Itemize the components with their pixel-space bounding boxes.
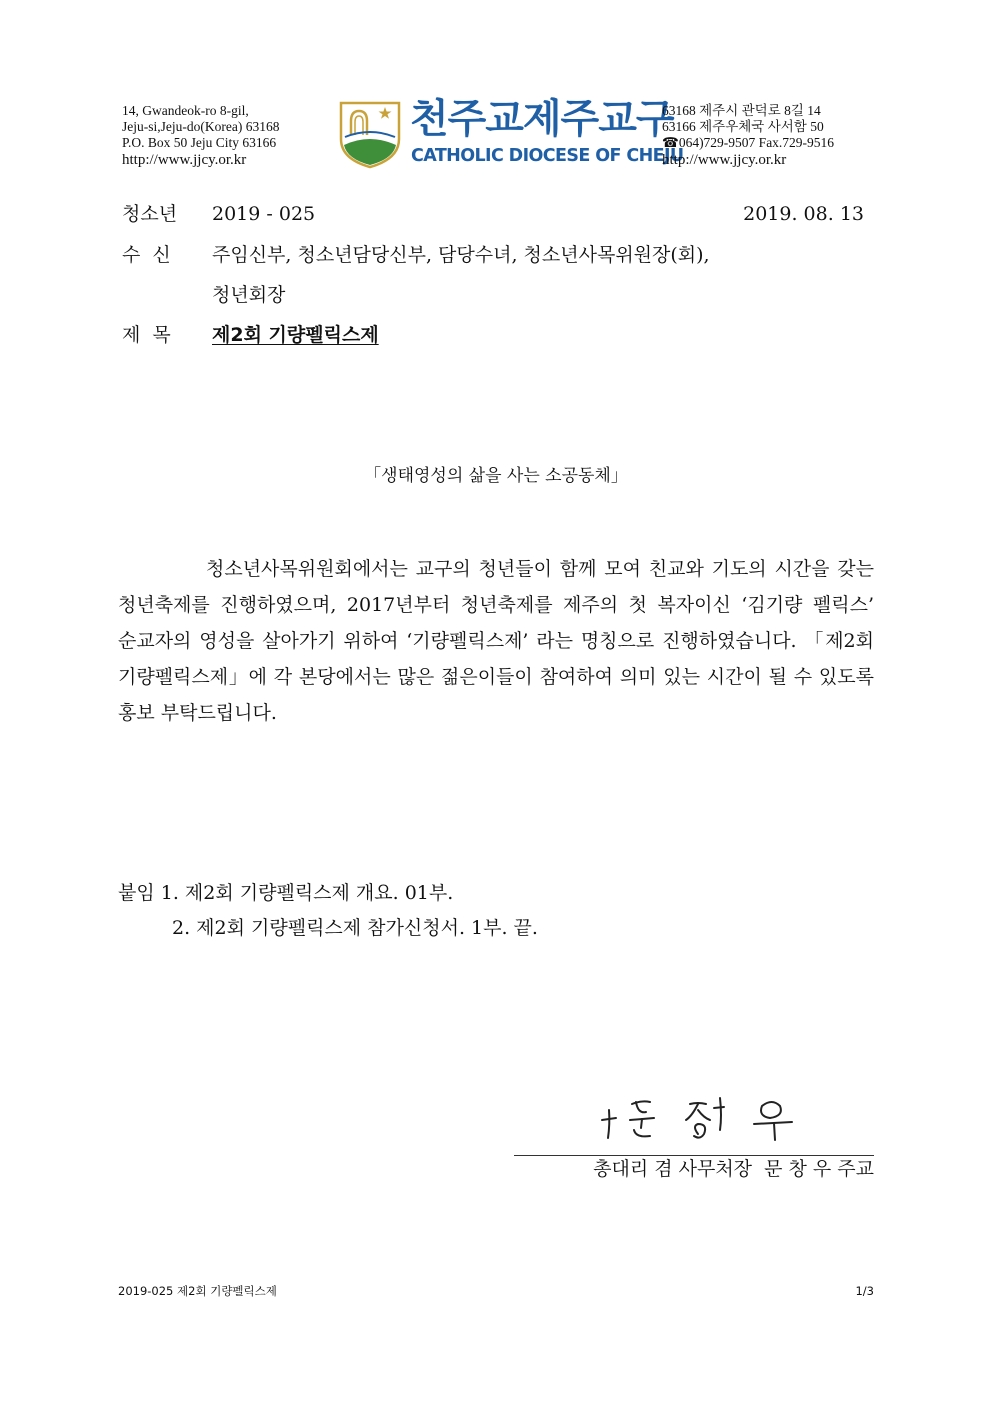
- subject-title: 제2회 기량펠릭스제: [212, 324, 379, 346]
- address-kr-url: http://www.jjcy.or.kr: [662, 152, 787, 168]
- org-name-korean: 천주교제주교구: [410, 96, 674, 142]
- org-name-english: CATHOLIC DIOCESE OF CHEJU: [411, 146, 684, 166]
- subject-label: 제 목: [122, 324, 171, 346]
- recipients-row: [122, 242, 710, 268]
- recipients-line-2: 청년회장: [212, 284, 286, 306]
- theme-heading: 「생태영성의 삶을 사는 소공동체」: [364, 466, 628, 486]
- address-kr-phone: ☎064)729-9507 Fax.729-9516: [662, 135, 835, 150]
- address-kr-line: 63166 제주우체국 사서함 50: [662, 119, 824, 134]
- doc-number: 2019 - 025: [212, 203, 316, 225]
- address-kr-line: 63168 제주시 관덕로 8길 14: [662, 103, 821, 118]
- recipients-label: 수 신: [122, 244, 171, 266]
- attachment-item-2: 2. 제2회 기량펠릭스제 참가신청서. 1부. 끝.: [172, 917, 538, 939]
- address-en-line: P.O. Box 50 Jeju City 63166: [122, 135, 277, 150]
- body-paragraph: 청소년사목위원회에서는 교구의 청년들이 함께 모여 친교와 기도의 시간을 갖는 청년축제를 진행하였으며, 2017년부터 청년축제를 제주의 첫 복자이신 ‘김기량 펠릭스’ 순교자의 영성을 살아가기 위하여 ‘기량펠릭스제’ 라는 명칭으로 진행하였습니다. 「제2회 기량펠릭스제」에 각 본당에서는 많은 젊은이들이 참여하여 의미 있는 시간이 될 수 있도록 홍보 부탁드립니다.: [118, 558, 874, 724]
- signer-name: 총대리 겸 사무처장 문 창 우 주교: [593, 1158, 874, 1180]
- address-en-url: http://www.jjcy.or.kr: [122, 152, 247, 168]
- subject-row: [122, 322, 379, 348]
- doc-date: 2019. 08. 13: [743, 203, 864, 225]
- diocese-emblem-icon: [335, 99, 405, 169]
- address-en-line: 14, Gwandeok-ro 8-gil,: [122, 103, 249, 118]
- attachment-item-1: 붙임 1. 제2회 기량펠릭스제 개요. 01부.: [118, 882, 454, 904]
- footer-doc-title: 2019-025 제2회 기량펠릭스제: [118, 1284, 277, 1298]
- recipients-line-1: 주임신부, 청소년담당신부, 담당수녀, 청소년사목위원장(회),: [212, 244, 710, 266]
- letterhead-address-kr: [662, 103, 834, 170]
- footer-page-number: 1/3: [855, 1284, 874, 1298]
- doc-number-row: [122, 201, 316, 227]
- letterhead-address-en: [122, 103, 279, 170]
- doc-number-label: 청소년: [122, 203, 178, 225]
- address-en-line: Jeju-si,Jeju-do(Korea) 63168: [122, 119, 280, 134]
- handwritten-signature-icon: [594, 1090, 814, 1146]
